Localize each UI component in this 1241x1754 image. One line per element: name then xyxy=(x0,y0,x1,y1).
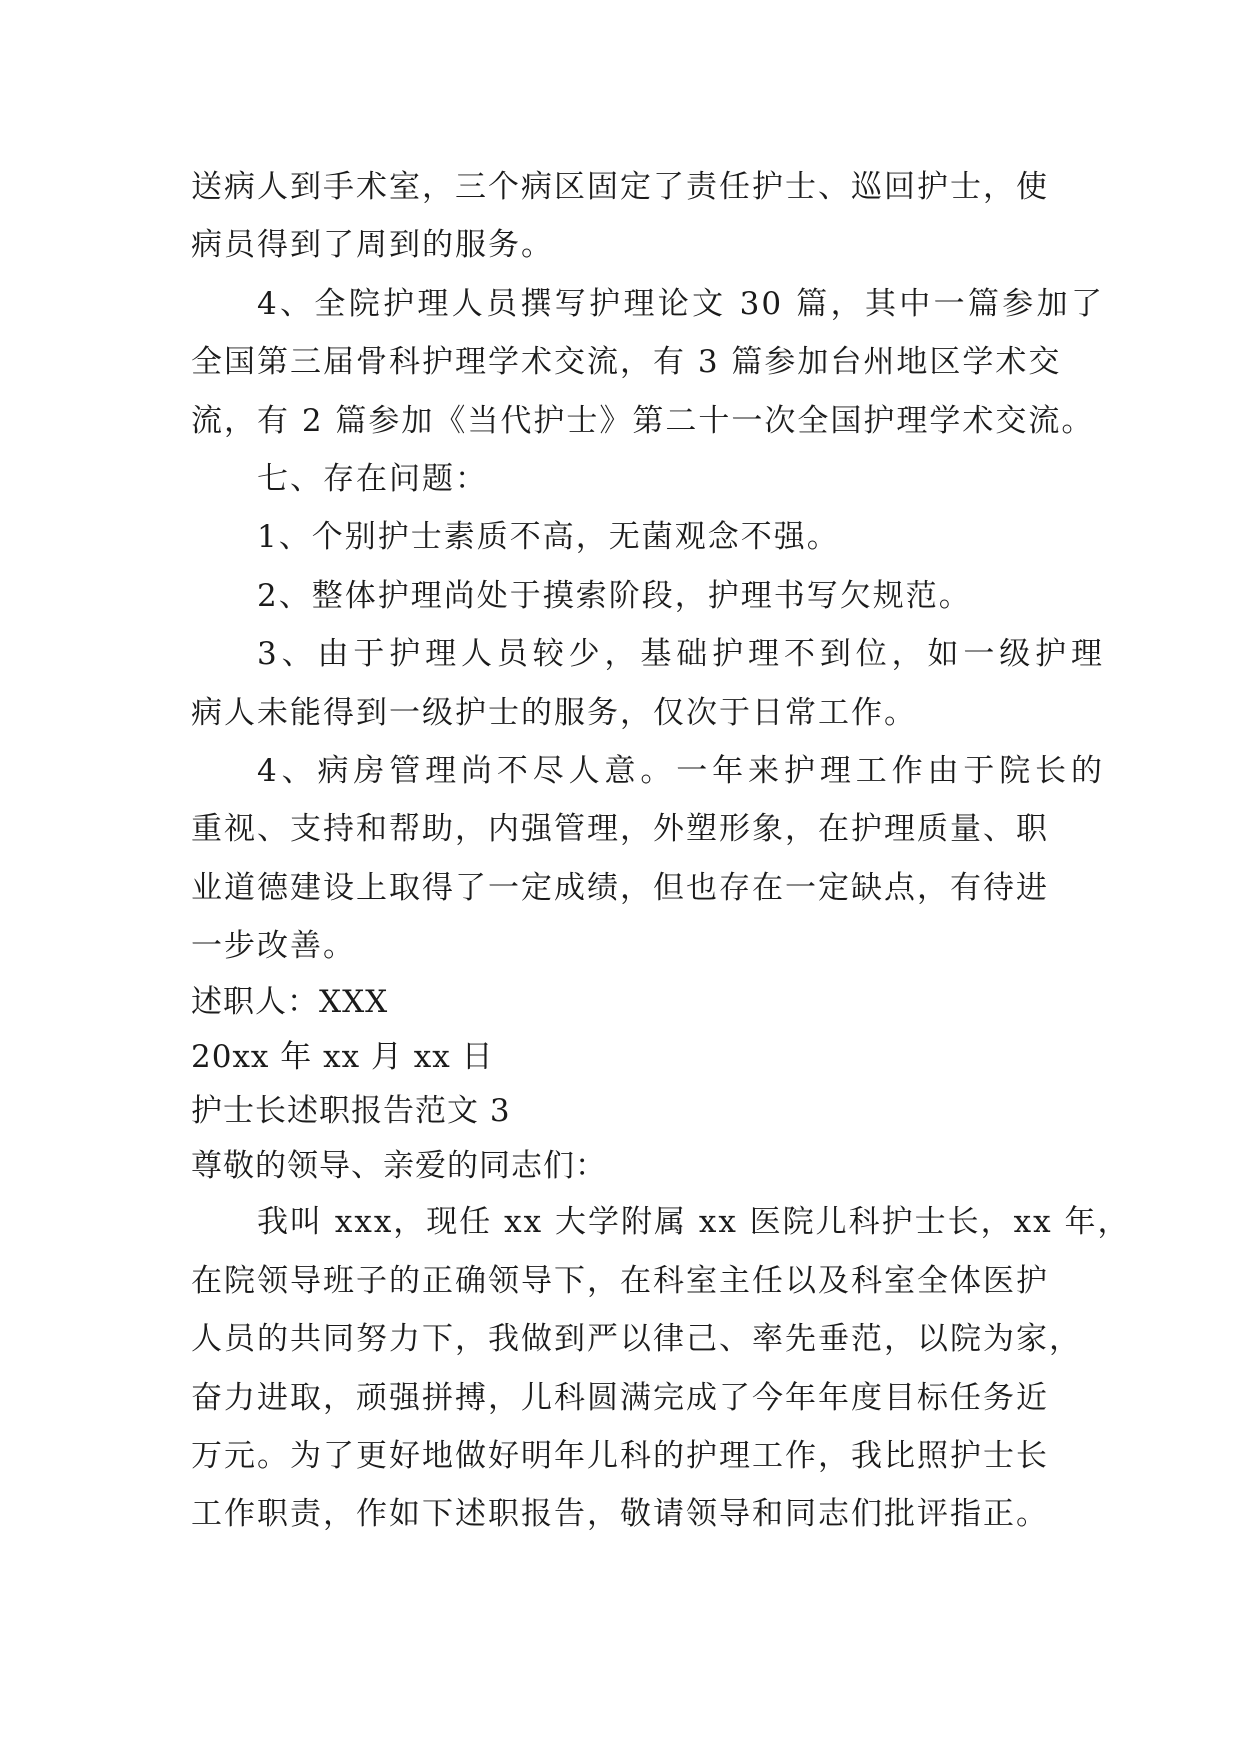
body-line: 人员的共同努力下，我做到严以律己、率先垂范，以院为家， xyxy=(191,1321,1082,1358)
list-item-4: 4、病房管理尚不尽人意。一年来护理工作由于院长的 xyxy=(257,752,1104,789)
signature-line: 述职人：XXX xyxy=(191,984,389,1021)
body-line: 全国第三届骨科护理学术交流，有 3 篇参加台州地区学术交 xyxy=(191,344,1062,381)
body-line: 病员得到了周到的服务。 xyxy=(191,227,554,264)
body-line: 病人未能得到一级护士的服务，仅次于日常工作。 xyxy=(191,694,917,731)
salutation: 尊敬的领导、亲爱的同志们： xyxy=(191,1147,607,1184)
body-line: 业道德建设上取得了一定成绩，但也存在一定缺点，有待进 xyxy=(191,869,1049,906)
list-item-4: 4、全院护理人员撰写护理论文 30 篇，其中一篇参加了 xyxy=(257,285,1104,322)
list-item-1: 1、个别护士素质不高，无菌观念不强。 xyxy=(257,519,840,556)
body-line: 奋力进取，顽强拼搏，儿科圆满完成了今年年度目标任务近 xyxy=(191,1379,1049,1416)
list-item-2: 2、整体护理尚处于摸索阶段，护理书写欠规范。 xyxy=(257,577,972,614)
section-heading: 七、存在问题： xyxy=(257,460,488,497)
document-body xyxy=(191,158,1131,1544)
body-line: 万元。为了更好地做好明年儿科的护理工作，我比照护士长 xyxy=(191,1438,1049,1475)
list-item-3: 3、由于护理人员较少，基础护理不到位，如一级护理 xyxy=(257,636,1104,673)
body-line: 送病人到手术室，三个病区固定了责任护士、巡回护士，使 xyxy=(191,169,1049,205)
body-line: 我叫 xxx，现任 xx 大学附属 xx 医院儿科护士长，xx 年， xyxy=(257,1204,1131,1241)
body-line: 工作职责，作如下述职报告，敬请领导和同志们批评指正。 xyxy=(191,1496,1049,1533)
document-title: 护士长述职报告范文 3 xyxy=(191,1093,511,1130)
body-line: 一步改善。 xyxy=(191,928,356,965)
body-line: 流，有 2 篇参加《当代护士》第二十一次全国护理学术交流。 xyxy=(191,402,1095,439)
date-line: 20xx 年 xx 月 xx 日 xyxy=(191,1038,494,1075)
body-line: 重视、支持和帮助，内强管理，外塑形象，在护理质量、职 xyxy=(191,811,1049,848)
body-line: 在院领导班子的正确领导下，在科室主任以及科室全体医护 xyxy=(191,1262,1049,1299)
